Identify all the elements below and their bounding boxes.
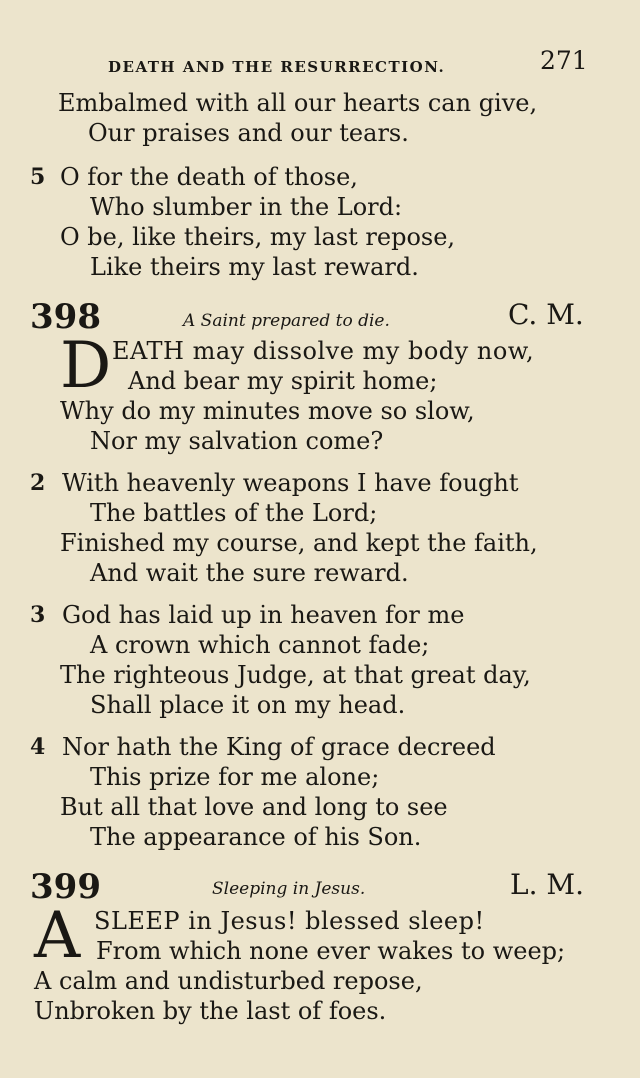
running-title: DEATH AND THE RESURRECTION. <box>108 58 446 76</box>
verse-line: And bear my spirit home; <box>128 367 438 395</box>
verse-line: SLEEP in Jesus! blessed sleep! <box>94 907 485 935</box>
verse-line: Shall place it on my head. <box>90 691 406 719</box>
verse-line: Our praises and our tears. <box>88 119 409 147</box>
verse-number: 5 <box>30 164 46 190</box>
verse-line: The battles of the Lord; <box>90 499 378 527</box>
verse-line: The righteous Judge, at that great day, <box>60 661 531 689</box>
hymn-number: 399 <box>30 867 101 907</box>
verse-number: 2 <box>30 470 46 496</box>
verse-line: This prize for me alone; <box>90 763 380 791</box>
verse-line: Who slumber in the Lord: <box>90 193 403 221</box>
verse-line: God has laid up in heaven for me <box>62 601 465 629</box>
verse-line: Like theirs my last reward. <box>90 253 419 281</box>
hymn-meter: C. M. <box>508 298 584 331</box>
verse-line: Embalmed with all our hearts can give, <box>58 89 538 117</box>
page-number: 271 <box>540 46 588 75</box>
verse-line: Nor my salvation come? <box>90 427 384 455</box>
drop-cap: A <box>34 899 81 973</box>
verse-line: With heavenly weapons I have fought <box>62 469 519 497</box>
hymn-number: 398 <box>30 297 101 337</box>
verse-number: 3 <box>30 602 46 628</box>
verse-line: Unbroken by the last of foes. <box>34 997 387 1025</box>
verse-line: EATH may dissolve my body now, <box>112 337 535 365</box>
verse-line: A calm and undisturbed repose, <box>34 967 423 995</box>
verse-line: And wait the sure reward. <box>90 559 409 587</box>
verse-line: Finished my course, and kept the faith, <box>60 529 538 557</box>
verse-number: 4 <box>30 734 46 760</box>
verse-line: O for the death of those, <box>60 163 358 191</box>
hymn-title: A Saint prepared to die. <box>183 311 390 331</box>
hymn-meter: L. M. <box>510 868 584 901</box>
verse-line: The appearance of his Son. <box>90 823 422 851</box>
verse-line: But all that love and long to see <box>60 793 448 821</box>
verse-line: A crown which cannot fade; <box>90 631 430 659</box>
verse-line: From which none ever wakes to weep; <box>96 937 566 965</box>
verse-line: Nor hath the King of grace decreed <box>62 733 496 761</box>
verse-line: Why do my minutes move so slow, <box>60 397 475 425</box>
hymn-title: Sleeping in Jesus. <box>212 879 366 899</box>
page-header <box>0 44 640 84</box>
drop-cap: D <box>60 329 112 403</box>
verse-line: O be, like theirs, my last repose, <box>60 223 456 251</box>
